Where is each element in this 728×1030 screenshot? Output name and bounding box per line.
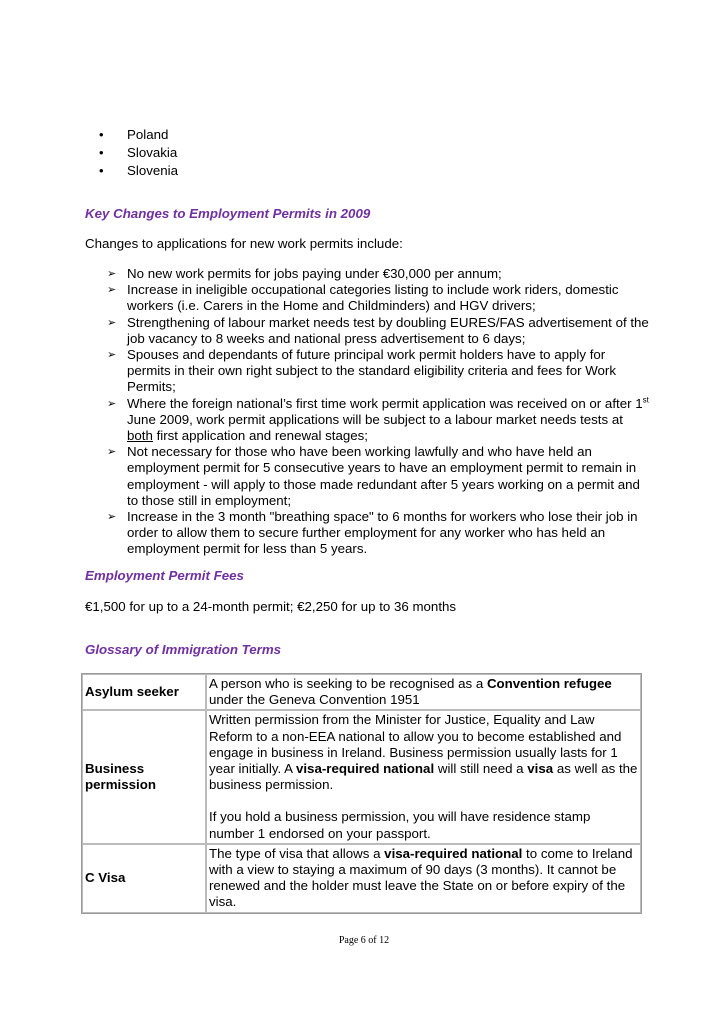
list-item: ➢ Increase in ineligible occupational categories listing to include work riders, domestic workers (i.e. Carers in the Home and Childminders) and HGV drivers; <box>107 282 619 314</box>
bullet-icon: • <box>99 163 104 178</box>
table-row <box>82 844 641 913</box>
arrow-bullet-icon: ➢ <box>107 268 117 280</box>
glossary-definition: Written permission from the Minister for Justice, Equality and Law Reform to a non-EEA national to allow you to become established and engage in business in Ireland. Business permission usually lasts for 1 year initially. A visa-required national will still need a visa as well as the business permission. If you hold a business permission, you will have residence stamp number 1 endorsed on your passport. <box>206 710 641 843</box>
glossary-definition: A person who is seeking to be recognised as a Convention refugee under the Geneva Convention 1951 <box>206 674 641 710</box>
arrow-bullet-icon: ➢ <box>107 316 117 329</box>
arrow-bullet-icon: ➢ <box>107 349 117 362</box>
list-item: ➢ Strengthening of labour market needs test by doubling EURES/FAS advertisement of the job vacancy to 8 weeks and national press advertisement to 6 days; <box>107 314 649 346</box>
list-item: • Slovenia <box>99 163 179 178</box>
arrow-bullet-icon: ➢ <box>107 397 117 410</box>
fees-heading: Employment Permit Fees <box>85 568 244 583</box>
table-row <box>82 710 641 843</box>
key-changes-list <box>107 266 652 558</box>
list-item: • Slovakia <box>99 145 178 160</box>
table-row <box>82 674 641 710</box>
country-list <box>95 126 178 180</box>
key-changes-intro: Changes to applications for new work permits include: <box>85 236 403 251</box>
fees-text: €1,500 for up to a 24-month permit; €2,250 for up to 36 months <box>85 599 457 614</box>
bullet-icon: • <box>99 127 104 142</box>
glossary-definition: The type of visa that allows a visa-required national to come to Ireland with a view to staying a maximum of 90 days (3 months). It cannot be renewed and the holder must leave the State on or before expiry of the visa. <box>206 844 641 913</box>
list-item: ➢ Not necessary for those who have been working lawfully and who have held an employment permit for 5 consecutive years to have an employment permit to remain in employment - will apply to those made redundant after 5 years working on a permit and to those still in employment; <box>107 444 640 508</box>
glossary-heading: Glossary of Immigration Terms <box>85 642 282 657</box>
list-item: ➢ No new work permits for jobs paying under €30,000 per annum; <box>107 266 502 281</box>
arrow-bullet-icon: ➢ <box>107 446 117 459</box>
glossary-term: Asylum seeker <box>82 674 206 710</box>
list-item: ➢ Increase in the 3 month "breathing space" to 6 months for workers who lose their job in order to allow them to secure further employment for any worker who has held an employment permit for less than 5 years. <box>107 509 638 557</box>
page-number-footer: Page 6 of 12 <box>338 935 390 946</box>
glossary-table <box>81 673 642 914</box>
list-item: ➢ Where the foreign national’s first time work permit application was received on or after 1st June 2009, work permit applications will be subject to a labour market needs tests at both first application and renewal stages; <box>107 395 649 444</box>
bullet-icon: • <box>99 145 104 160</box>
arrow-bullet-icon: ➢ <box>107 511 117 524</box>
glossary-term: Business permission <box>82 710 206 843</box>
glossary-term: C Visa <box>82 844 206 913</box>
list-item: ➢ Spouses and dependants of future principal work permit holders have to apply for permits in their own right subject to the standard eligibility criteria and fees for Work Permits; <box>107 347 617 395</box>
key-changes-heading: Key Changes to Employment Permits in 2009 <box>85 206 371 221</box>
arrow-bullet-icon: ➢ <box>107 284 117 297</box>
list-item: • Poland <box>99 127 169 142</box>
